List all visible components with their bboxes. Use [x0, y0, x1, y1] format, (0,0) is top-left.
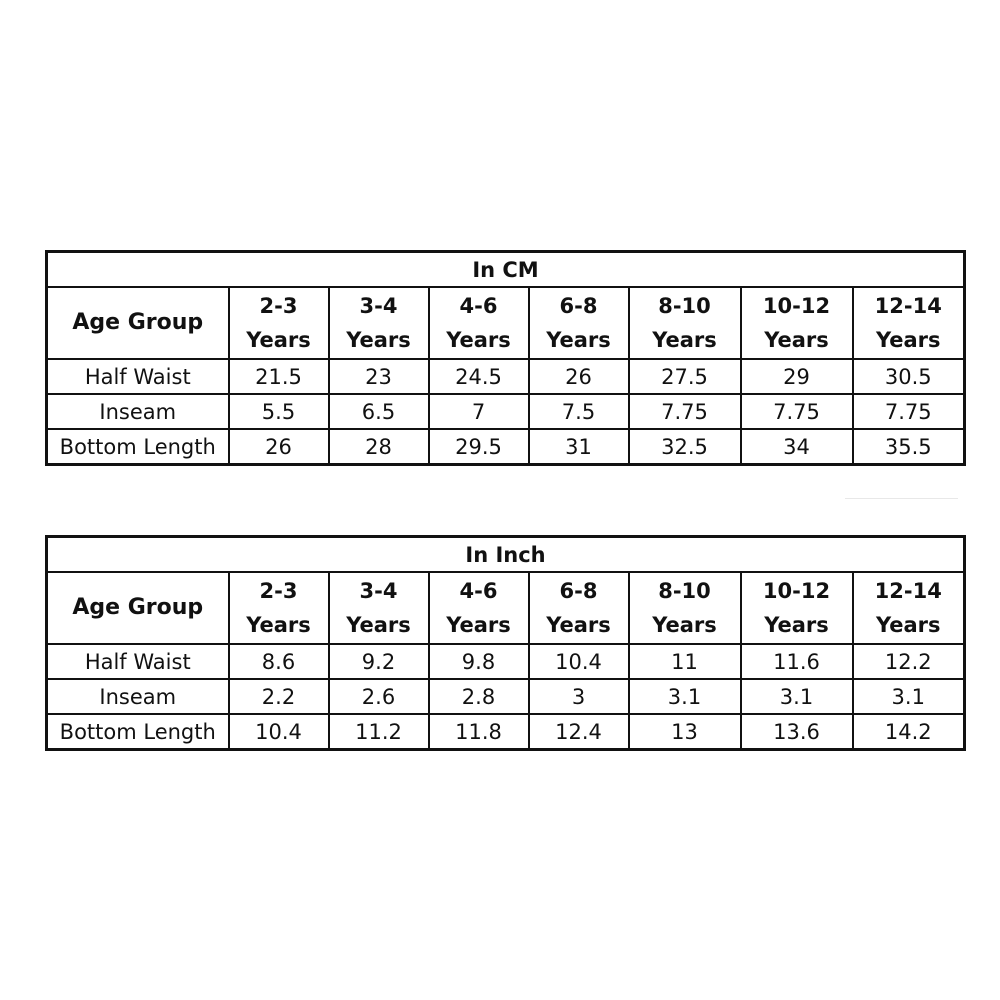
- column-header-unit: Years: [764, 613, 829, 637]
- table-cell: 7.75: [629, 394, 741, 429]
- table-cell: 32.5: [629, 429, 741, 465]
- table-cell: 12.4: [529, 714, 629, 750]
- table-cell: 9.8: [429, 644, 529, 679]
- table-cell: 11.2: [329, 714, 429, 750]
- column-header-unit: Years: [546, 328, 611, 352]
- size-chart-cm-table: [45, 250, 966, 466]
- column-header-range: 12-14: [874, 579, 942, 603]
- column-header-range: 2-3: [259, 579, 298, 603]
- table-cell: 10.4: [229, 714, 329, 750]
- table-cell: 29: [741, 359, 853, 394]
- column-header: [329, 572, 429, 644]
- table-cell: 24.5: [429, 359, 529, 394]
- table-cell: 10.4: [529, 644, 629, 679]
- table-cell: 11: [629, 644, 741, 679]
- table-cell: 5.5: [229, 394, 329, 429]
- column-header: [853, 287, 965, 359]
- table-title: In CM: [47, 252, 965, 288]
- column-header-unit: Years: [546, 613, 611, 637]
- column-header-range: 4-6: [459, 579, 498, 603]
- table-title-row: [47, 252, 965, 288]
- column-header-unit: Years: [446, 328, 511, 352]
- column-header-range: 3-4: [359, 579, 398, 603]
- column-header-unit: Years: [446, 613, 511, 637]
- table-row: [47, 714, 965, 750]
- table-cell: 29.5: [429, 429, 529, 465]
- table-cell: 6.5: [329, 394, 429, 429]
- column-header-range: 6-8: [559, 579, 598, 603]
- column-header-range: 2-3: [259, 294, 298, 318]
- column-header: [229, 287, 329, 359]
- column-header-range: 8-10: [658, 579, 711, 603]
- column-header: [529, 287, 629, 359]
- column-header-unit: Years: [764, 328, 829, 352]
- column-header-unit: Years: [652, 328, 717, 352]
- table-cell: 7.75: [853, 394, 965, 429]
- row-label: Half Waist: [47, 359, 229, 394]
- table-title-row: [47, 537, 965, 573]
- table-header-row: [47, 287, 965, 359]
- table-cell: 34: [741, 429, 853, 465]
- column-header-range: 10-12: [762, 294, 831, 318]
- table-cell: 7: [429, 394, 529, 429]
- divider: [845, 498, 958, 499]
- table-cell: 9.2: [329, 644, 429, 679]
- column-header: [741, 572, 853, 644]
- table-cell: 3.1: [741, 679, 853, 714]
- row-label: Bottom Length: [47, 429, 229, 465]
- table-row: [47, 679, 965, 714]
- column-header-unit: Years: [246, 613, 311, 637]
- row-label: Inseam: [47, 394, 229, 429]
- column-header-unit: Years: [652, 613, 717, 637]
- table-cell: 35.5: [853, 429, 965, 465]
- column-header-range: 8-10: [658, 294, 711, 318]
- table-cell: 12.2: [853, 644, 965, 679]
- table-cell: 23: [329, 359, 429, 394]
- table-cell: 7.75: [741, 394, 853, 429]
- column-header: [329, 287, 429, 359]
- table-header-row: [47, 572, 965, 644]
- table-row: [47, 394, 965, 429]
- size-chart-inch-table: [45, 535, 966, 751]
- age-group-header: Age Group: [47, 572, 229, 644]
- column-header-unit: Years: [346, 328, 411, 352]
- column-header-range: 10-12: [762, 579, 831, 603]
- row-label: Half Waist: [47, 644, 229, 679]
- table-cell: 21.5: [229, 359, 329, 394]
- table-cell: 11.8: [429, 714, 529, 750]
- column-header: [629, 572, 741, 644]
- column-header-unit: Years: [346, 613, 411, 637]
- table-cell: 13: [629, 714, 741, 750]
- table-cell: 8.6: [229, 644, 329, 679]
- table-cell: 31: [529, 429, 629, 465]
- column-header: [853, 572, 965, 644]
- table-cell: 11.6: [741, 644, 853, 679]
- row-label: Inseam: [47, 679, 229, 714]
- table-cell: 14.2: [853, 714, 965, 750]
- age-group-header: Age Group: [47, 287, 229, 359]
- column-header: [429, 572, 529, 644]
- table-cell: 3.1: [629, 679, 741, 714]
- column-header-range: 3-4: [359, 294, 398, 318]
- table-cell: 2.6: [329, 679, 429, 714]
- table-row: [47, 359, 965, 394]
- table-row: [47, 429, 965, 465]
- table-cell: 26: [229, 429, 329, 465]
- table-cell: 3: [529, 679, 629, 714]
- column-header: [529, 572, 629, 644]
- column-header-unit: Years: [875, 613, 941, 637]
- table-cell: 28: [329, 429, 429, 465]
- row-label: Bottom Length: [47, 714, 229, 750]
- column-header-range: 6-8: [559, 294, 598, 318]
- table-cell: 27.5: [629, 359, 741, 394]
- column-header-range: 4-6: [459, 294, 498, 318]
- column-header-range: 12-14: [874, 294, 942, 318]
- column-header: [429, 287, 529, 359]
- column-header: [229, 572, 329, 644]
- table-cell: 7.5: [529, 394, 629, 429]
- column-header-unit: Years: [875, 328, 941, 352]
- table-title: In Inch: [47, 537, 965, 573]
- column-header: [629, 287, 741, 359]
- table-cell: 2.2: [229, 679, 329, 714]
- table-cell: 26: [529, 359, 629, 394]
- table-cell: 3.1: [853, 679, 965, 714]
- table-cell: 30.5: [853, 359, 965, 394]
- column-header: [741, 287, 853, 359]
- table-row: [47, 644, 965, 679]
- table-cell: 13.6: [741, 714, 853, 750]
- column-header-unit: Years: [246, 328, 311, 352]
- table-cell: 2.8: [429, 679, 529, 714]
